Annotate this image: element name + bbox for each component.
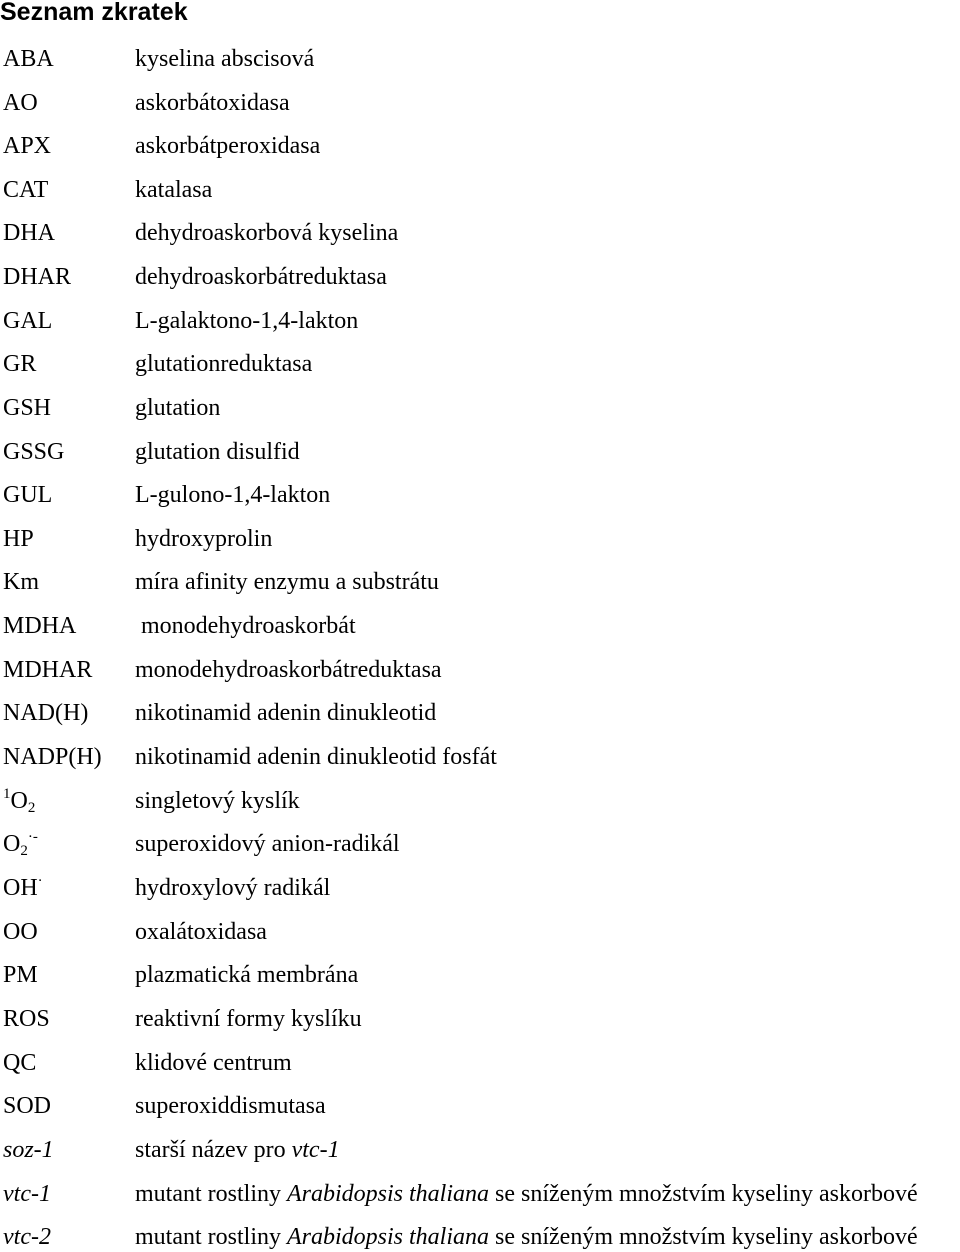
abbreviation-row — [0, 480, 960, 510]
definition: nikotinamid adenin dinukleotid fosfát — [135, 744, 497, 770]
abbreviation: vtc-2 — [3, 1224, 51, 1250]
abbreviation-base: O — [3, 831, 21, 857]
abbreviation: DHAR — [3, 264, 72, 290]
abbreviation: AO — [3, 90, 38, 116]
definition-text: se sníženým množstvím kyseliny askorbové — [489, 1181, 918, 1207]
abbreviation: ROS — [3, 1006, 50, 1032]
abbreviation-base: OH — [3, 875, 38, 901]
definition — [135, 1179, 918, 1209]
abbreviation: vtc-1 — [3, 1181, 51, 1207]
abbreviation-row — [0, 306, 960, 336]
definition: dehydroaskorbová kyselina — [135, 220, 399, 246]
abbreviation-row — [0, 786, 960, 816]
abbreviation-subscript: 2 — [20, 843, 28, 859]
definition: superoxiddismutasa — [135, 1093, 326, 1119]
definition: singletový kyslík — [135, 788, 300, 814]
abbreviation-row — [0, 829, 960, 859]
abbreviation: DHA — [3, 220, 55, 246]
abbreviation-row — [0, 44, 960, 74]
definition-text: mutant rostliny — [135, 1181, 287, 1207]
abbreviation-row — [0, 567, 960, 597]
definition: hydroxylový radikál — [135, 875, 331, 901]
definition: monodehydroaskorbát — [141, 613, 356, 639]
abbreviation-row — [0, 873, 960, 903]
abbreviation: GSSG — [3, 439, 65, 465]
abbreviation-row — [0, 1048, 960, 1078]
abbreviation: APX — [3, 133, 52, 159]
abbreviation: soz-1 — [3, 1137, 54, 1163]
definition: plazmatická membrána — [135, 962, 359, 988]
abbreviation-row — [0, 88, 960, 118]
definition-italic: vtc-1 — [291, 1137, 340, 1163]
abbreviation-superscript: · — [37, 873, 43, 889]
definition: kyselina abscisová — [135, 46, 315, 72]
abbreviation — [3, 829, 38, 859]
definition: klidové centrum — [135, 1050, 292, 1076]
abbreviation: Km — [3, 569, 39, 595]
definition: dehydroaskorbátreduktasa — [135, 264, 387, 290]
abbreviation-row — [0, 698, 960, 728]
abbreviation-row — [0, 960, 960, 990]
definition: glutationreduktasa — [135, 351, 313, 377]
abbreviation: GUL — [3, 482, 53, 508]
abbreviation-row — [0, 1004, 960, 1034]
definition: superoxidový anion-radikál — [135, 831, 400, 857]
definition-italic: Arabidopsis thaliana — [287, 1181, 490, 1207]
definition — [135, 1222, 918, 1252]
abbreviation-subscript: 2 — [27, 800, 36, 816]
abbreviation-superscript: ·- — [27, 829, 38, 845]
definition — [135, 1135, 340, 1165]
definition: míra afinity enzymu a substrátu — [135, 569, 439, 595]
abbreviation-row — [0, 218, 960, 248]
abbreviation: MDHAR — [3, 657, 93, 683]
abbreviation: SOD — [3, 1093, 52, 1119]
definition-text: starší název pro — [135, 1137, 292, 1163]
abbreviation — [3, 786, 35, 816]
page-title: Seznam zkratek — [0, 0, 188, 26]
abbreviation-row — [0, 1091, 960, 1121]
abbreviation-row — [0, 1222, 960, 1252]
abbreviation-row — [0, 655, 960, 685]
abbreviation: ABA — [3, 46, 54, 72]
definition: glutation disulfid — [135, 439, 300, 465]
abbreviation: PM — [3, 962, 38, 988]
abbreviation: NADP(H) — [3, 744, 102, 770]
abbreviation-base: O — [10, 788, 28, 814]
definition: oxalátoxidasa — [135, 919, 267, 945]
abbreviation-row — [0, 262, 960, 292]
definition-italic: Arabidopsis thaliana — [287, 1224, 490, 1250]
abbreviation: GR — [3, 351, 37, 377]
abbreviation-row — [0, 611, 960, 641]
abbreviation-superscript: 1 — [3, 786, 11, 802]
abbreviation-row — [0, 393, 960, 423]
definition: katalasa — [135, 177, 213, 203]
definition: monodehydroaskorbátreduktasa — [135, 657, 442, 683]
definition: reaktivní formy kyslíku — [135, 1006, 362, 1032]
definition-text: mutant rostliny — [135, 1224, 287, 1250]
abbreviation-row — [0, 349, 960, 379]
abbreviation-row — [0, 1135, 960, 1165]
abbreviation-row — [0, 524, 960, 554]
definition: nikotinamid adenin dinukleotid — [135, 700, 437, 726]
abbreviation: HP — [3, 526, 34, 552]
abbreviation: QC — [3, 1050, 37, 1076]
definition: L-galaktono-1,4-lakton — [135, 308, 359, 334]
definition: glutation — [135, 395, 221, 421]
abbreviation-row — [0, 742, 960, 772]
definition: hydroxyprolin — [135, 526, 273, 552]
abbreviation: OO — [3, 919, 38, 945]
definition-text: se sníženým množstvím kyseliny askorbové — [489, 1224, 918, 1250]
abbreviation: MDHA — [3, 613, 77, 639]
abbreviation — [3, 873, 43, 903]
abbreviation-row — [0, 917, 960, 947]
abbreviation: GSH — [3, 395, 52, 421]
abbreviation-row — [0, 175, 960, 205]
definition: askorbátperoxidasa — [135, 133, 321, 159]
abbreviation-row — [0, 131, 960, 161]
abbreviation: CAT — [3, 177, 49, 203]
abbreviation: NAD(H) — [3, 700, 89, 726]
abbreviation-row — [0, 437, 960, 467]
definition: L-gulono-1,4-lakton — [135, 482, 331, 508]
abbreviation: GAL — [3, 308, 53, 334]
abbreviation-row — [0, 1179, 960, 1209]
definition: askorbátoxidasa — [135, 90, 290, 116]
